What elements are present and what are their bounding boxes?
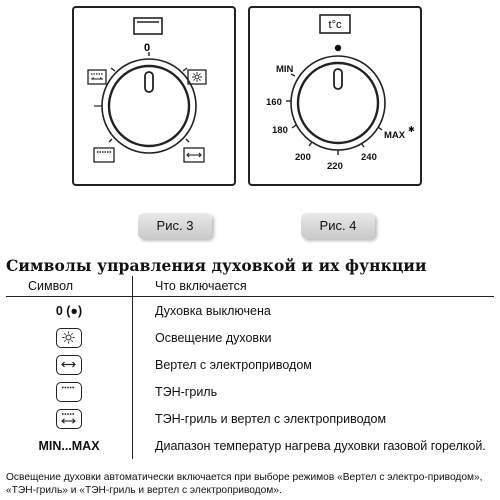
symbol-off: 0 (●) xyxy=(6,297,133,325)
rotisserie-icon xyxy=(184,148,204,162)
grill-rotisserie-icon xyxy=(56,409,82,429)
temperature-knob xyxy=(291,56,385,150)
zero-label: 0 xyxy=(143,42,151,54)
symbols-table xyxy=(6,276,494,459)
scale-label-200: 200 xyxy=(295,152,311,163)
description-light: Освещение духовки xyxy=(155,330,272,345)
table-row xyxy=(6,324,494,351)
description-range: Диапазон температур нагрева духовки газовой горелкой. xyxy=(155,438,486,453)
description-grill: ТЭН-гриль xyxy=(155,384,218,399)
scale-label-180: 180 xyxy=(272,125,288,136)
footnote: Освещение духовки автоматически включается при выборе режимов «Вертел с электро-приводом», «ТЭН-гриль» и «ТЭН-гриль и вертел с электроприводом». xyxy=(6,472,483,496)
off-dot-icon xyxy=(335,45,341,51)
figure-4-drawing xyxy=(250,8,420,184)
scale-label-min: MIN xyxy=(276,64,294,75)
table-header-row xyxy=(6,276,494,297)
symbol-range: MIN...MAX xyxy=(6,432,133,459)
grill-icon xyxy=(94,148,114,162)
table-row xyxy=(6,351,494,378)
table-row xyxy=(6,405,494,432)
figure-4-caption: Рис. 4 xyxy=(301,213,375,239)
figure-3-caption: Рис. 3 xyxy=(138,213,212,239)
description-grill-rotisserie: ТЭН-гриль и вертел с электроприводом xyxy=(155,411,387,426)
header-symbol: Символ xyxy=(6,276,133,297)
light-icon xyxy=(188,70,206,84)
section-title: Символы управления духовкой и их функции xyxy=(6,256,427,275)
temperature-symbol-label: t°c xyxy=(328,19,342,31)
max-star-icon: ✱ xyxy=(408,125,415,134)
grill-icon xyxy=(56,382,82,402)
light-icon xyxy=(56,328,82,348)
figure-3-panel xyxy=(72,6,236,186)
scale-label-240: 240 xyxy=(361,152,377,163)
grill-rotisserie-icon xyxy=(88,70,106,84)
description-off: Духовка выключена xyxy=(155,303,271,318)
scale-label-max: MAX xyxy=(384,130,406,141)
table-row xyxy=(6,378,494,405)
figure-4-panel xyxy=(248,6,422,186)
description-rotisserie: Вертел с электроприводом xyxy=(155,357,312,372)
figure-3-drawing xyxy=(74,8,234,184)
scale-label-220: 220 xyxy=(327,161,343,172)
rotisserie-icon xyxy=(56,355,82,375)
function-knob xyxy=(94,59,196,153)
header-function: Что включается xyxy=(133,276,495,297)
scale-label-160: 160 xyxy=(266,97,282,108)
off-indicator-icon xyxy=(134,18,162,34)
table-row xyxy=(6,297,494,325)
table-row xyxy=(6,432,494,459)
